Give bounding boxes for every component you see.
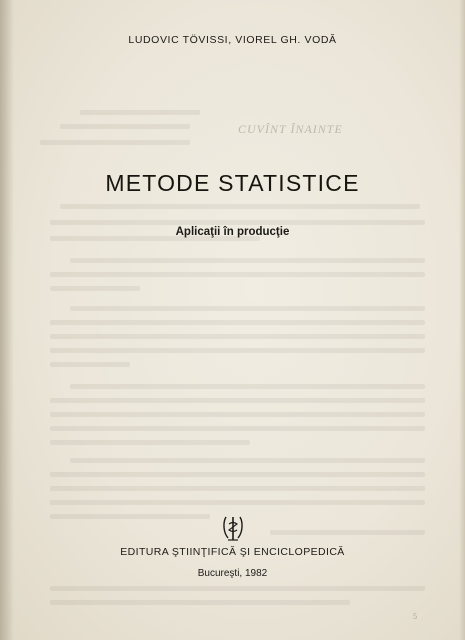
bleed-heading: CUVÎNT ÎNAINTE [238,122,343,136]
authors: LUDOVIC TÖVISSI, VIOREL GH. VODĂ [128,34,337,46]
publisher-name: EDITURA ŞTIINŢIFICĂ ŞI ENCICLOPEDICĂ [120,546,345,558]
book-title: METODE STATISTICE [105,170,360,196]
page-edge [459,0,465,640]
spine-shadow [0,0,14,640]
place-year: Bucureşti, 1982 [197,568,268,579]
book-subtitle: Aplicaţii în producţie [175,226,290,238]
publisher-emblem-icon [222,514,244,542]
bleed-page-number: 5 [413,612,417,621]
